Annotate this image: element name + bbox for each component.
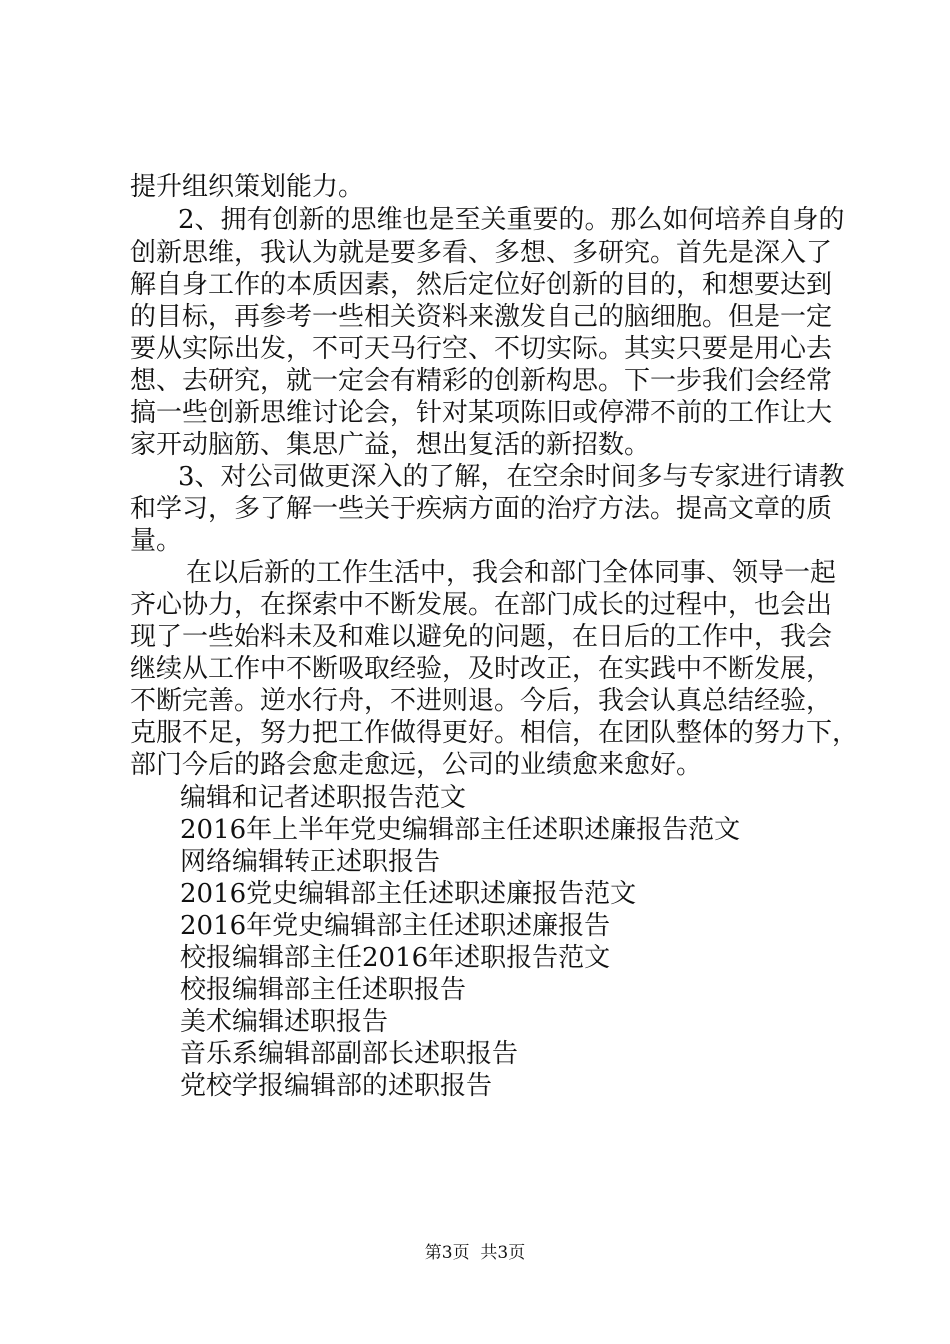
related-link[interactable]: 党校学报编辑部的述职报告 bbox=[180, 1071, 493, 1101]
paragraph-line: 想、去研究，就一定会有精彩的创新构思。下一步我们会经常 bbox=[130, 366, 833, 396]
paragraph-line: 继续从工作中不断吸取经验，及时改正，在实践中不断发展， bbox=[130, 654, 833, 684]
paragraph-line: 现了一些始料未及和难以避免的问题，在日后的工作中，我会 bbox=[130, 622, 833, 652]
related-link[interactable]: 校报编辑部主任2016年述职报告范文 bbox=[180, 943, 611, 973]
paragraph-line: 齐心协力，在探索中不断发展。在部门成长的过程中，也会出 bbox=[130, 590, 833, 620]
paragraph-line: 2、拥有创新的思维也是至关重要的。那么如何培养自身的 bbox=[178, 205, 845, 235]
paragraph-line: 3、对公司做更深入的了解，在空余时间多与专家进行请教 bbox=[178, 462, 845, 492]
paragraph-line: 在以后新的工作生活中，我会和部门全体同事、领导一起 bbox=[186, 558, 837, 588]
paragraph-line: 解自身工作的本质因素，然后定位好创新的目的，和想要达到 bbox=[130, 270, 833, 300]
related-link[interactable]: 2016党史编辑部主任述职述廉报告范文 bbox=[180, 879, 637, 909]
paragraph-line: 创新思维，我认为就是要多看、多想、多研究。首先是深入了 bbox=[130, 238, 833, 268]
related-link[interactable]: 网络编辑转正述职报告 bbox=[180, 847, 441, 877]
paragraph-line: 家开动脑筋、集思广益，想出复活的新招数。 bbox=[130, 430, 651, 460]
paragraph-line: 搞一些创新思维讨论会，针对某项陈旧或停滞不前的工作让大 bbox=[130, 398, 833, 428]
paragraph-line: 和学习，多了解一些关于疾病方面的治疗方法。提高文章的质 bbox=[130, 494, 833, 524]
paragraph-line: 要从实际出发，不可天马行空、不切实际。其实只要是用心去 bbox=[130, 334, 833, 364]
paragraph-line: 克服不足，努力把工作做得更好。相信，在团队整体的努力下， bbox=[130, 718, 859, 748]
paragraph-line: 提升组织策划能力。 bbox=[130, 172, 365, 202]
paragraph-line: 量。 bbox=[130, 526, 183, 556]
related-link[interactable]: 音乐系编辑部副部长述职报告 bbox=[180, 1039, 519, 1069]
related-link[interactable]: 2016年上半年党史编辑部主任述职述廉报告范文 bbox=[180, 815, 741, 845]
related-link[interactable]: 美术编辑述职报告 bbox=[180, 1007, 389, 1037]
related-link[interactable]: 校报编辑部主任述职报告 bbox=[180, 975, 467, 1005]
paragraph-line: 的目标，再参考一些相关资料来激发自己的脑细胞。但是一定 bbox=[130, 302, 833, 332]
related-link[interactable]: 编辑和记者述职报告范文 bbox=[180, 783, 467, 813]
page-footer: 第3页 共3页 bbox=[424, 1243, 526, 1263]
related-link[interactable]: 2016年党史编辑部主任述职述廉报告 bbox=[180, 911, 611, 941]
paragraph-line: 不断完善。逆水行舟，不进则退。今后，我会认真总结经验， bbox=[130, 686, 833, 716]
paragraph-line: 部门今后的路会愈走愈远，公司的业绩愈来愈好。 bbox=[130, 750, 703, 780]
